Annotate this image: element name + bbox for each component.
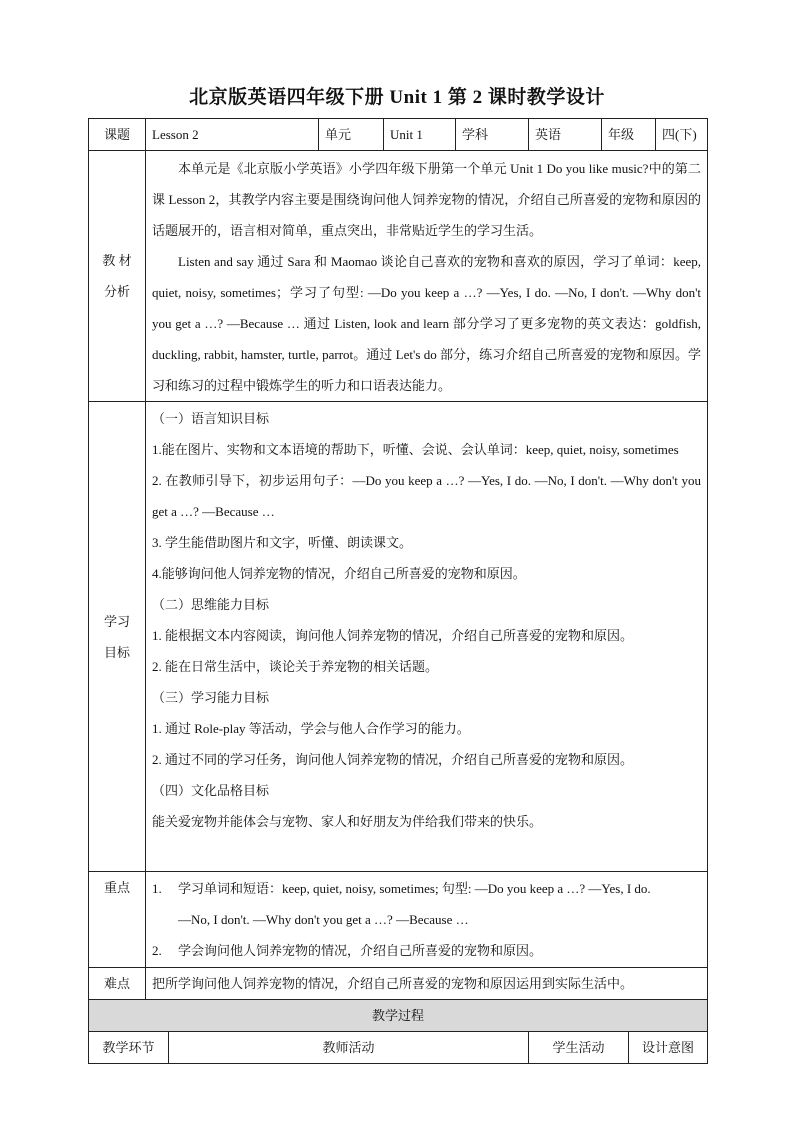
key-point-item — [152, 935, 701, 966]
lesson-plan-table — [88, 118, 708, 1064]
difficult-label: 难点 — [89, 968, 146, 1000]
process-heading: 教学过程 — [89, 1000, 708, 1032]
process-heading-row — [89, 1000, 708, 1032]
difficult-row — [89, 968, 708, 1000]
col-teaching-stage: 教学环节 — [89, 1032, 169, 1064]
key-point-number: 1. — [152, 881, 162, 896]
objectives-label — [89, 402, 146, 872]
objective-heading: （二）思维能力目标 — [152, 597, 270, 612]
objective-line: 1. 通过 Role-play 等活动，学会与他人合作学习的能力。 — [152, 721, 470, 736]
col-design-intent: 设计意图 — [629, 1032, 708, 1064]
objective-line: 2. 通过不同的学习任务，询问他人饲养宠物的情况，介绍自己所喜爱的宠物和原因。 — [152, 752, 634, 767]
analysis-label — [89, 151, 146, 402]
difficult-text: 把所学询问他人饲养宠物的情况，介绍自己所喜爱的宠物和原因运用到实际生活中。 — [146, 968, 708, 1000]
process-columns-row — [89, 1032, 708, 1064]
document-title: 北京版英语四年级下册 Unit 1 第 2 课时教学设计 — [189, 87, 605, 108]
key-point-number: 2. — [152, 943, 162, 958]
objective-heading: （三）学习能力目标 — [152, 690, 270, 705]
objective-line: 2. 在教师引导下，初步运用句子：—Do you keep a …? —Yes, I do. —No, I don't. —Why don't you get a …? —Because … — [152, 473, 702, 519]
objectives-label-line-1: 学习 — [103, 613, 130, 629]
objective-line: 能关爱宠物并能体会与宠物、家人和好朋友为伴给我们带来的快乐。 — [152, 814, 543, 829]
key-point-text: 学会询问他人饲养宠物的情况，介绍自己所喜爱的宠物和原因。 — [178, 943, 543, 958]
subject-label: 学科 — [456, 119, 529, 151]
objective-line: 1. 能根据文本内容阅读，询问他人饲养宠物的情况，介绍自己所喜爱的宠物和原因。 — [152, 628, 634, 643]
analysis-label-line-1: 教 材 — [102, 253, 132, 268]
topic-label: 课题 — [89, 119, 146, 151]
objective-line: 1.能在图片、实物和文本语境的帮助下，听懂、会说、会认单词：keep, quiet, noisy, sometimes — [152, 442, 679, 457]
analysis-content — [146, 151, 708, 402]
key-point-item — [152, 873, 701, 904]
analysis-row — [89, 151, 708, 402]
objectives-row — [89, 402, 708, 872]
topic-value: Lesson 2 — [146, 119, 319, 151]
objective-heading: （一）语言知识目标 — [152, 411, 270, 426]
objective-heading: （四）文化品格目标 — [152, 783, 270, 798]
subject-value: 英语 — [529, 119, 602, 151]
key-points-row — [89, 872, 708, 968]
header-row — [89, 119, 708, 151]
unit-value: Unit 1 — [384, 119, 456, 151]
analysis-label-line-2: 分析 — [103, 284, 130, 299]
col-student-activity: 学生活动 — [529, 1032, 629, 1064]
grade-label: 年级 — [602, 119, 656, 151]
unit-label: 单元 — [319, 119, 384, 151]
objectives-label-line-2: 目标 — [103, 644, 130, 660]
analysis-paragraph: 本单元是《北京版小学英语》小学四年级下册第一个单元 Unit 1 Do you like music?中的第二课 Lesson 2，其教学内容主要是围绕询问他人饲养宠物的情况，介绍自己所喜爱的宠物和原因的话题展开的，语言相对简单，重点突出，非常贴近学生的学习生活。 — [152, 161, 702, 238]
grade-value: 四(下) — [656, 119, 708, 151]
key-points-content — [146, 872, 708, 968]
key-points-label: 重点 — [89, 872, 146, 968]
objective-line: 2. 能在日常生活中，谈论关于养宠物的相关话题。 — [152, 659, 439, 674]
objective-line: 3. 学生能借助图片和文字，听懂、朗读课文。 — [152, 535, 413, 550]
key-point-text: 学习单词和短语：keep, quiet, noisy, sometimes; 句型: —Do you keep a …? —Yes, I do. — [178, 881, 651, 896]
key-point-continuation: —No, I don't. —Why don't you get a …? —Because … — [178, 912, 469, 927]
objective-line: 4.能够询问他人饲养宠物的情况，介绍自己所喜爱的宠物和原因。 — [152, 566, 526, 581]
analysis-paragraph: Listen and say 通过 Sara 和 Maomao 谈论自己喜欢的宠物和喜欢的原因，学习了单词：keep, quiet, noisy, sometimes；学习了句型: —Do you keep a …? —Yes, I do. —No, I don't. —Why don't you get a …? —Because … 通过 Listen, look and learn 部分学习了更多宠物的英文表达：goldfish, duckling, rabbit, hamster, turtle, parrot。通过 Let's do 部分，练习介绍自己所喜爱的宠物和原因。学习和练习的过程中锻炼学生的听力和口语表达能力。 — [152, 254, 702, 393]
objectives-content — [146, 402, 708, 872]
col-teacher-activity: 教师活动 — [169, 1032, 529, 1064]
